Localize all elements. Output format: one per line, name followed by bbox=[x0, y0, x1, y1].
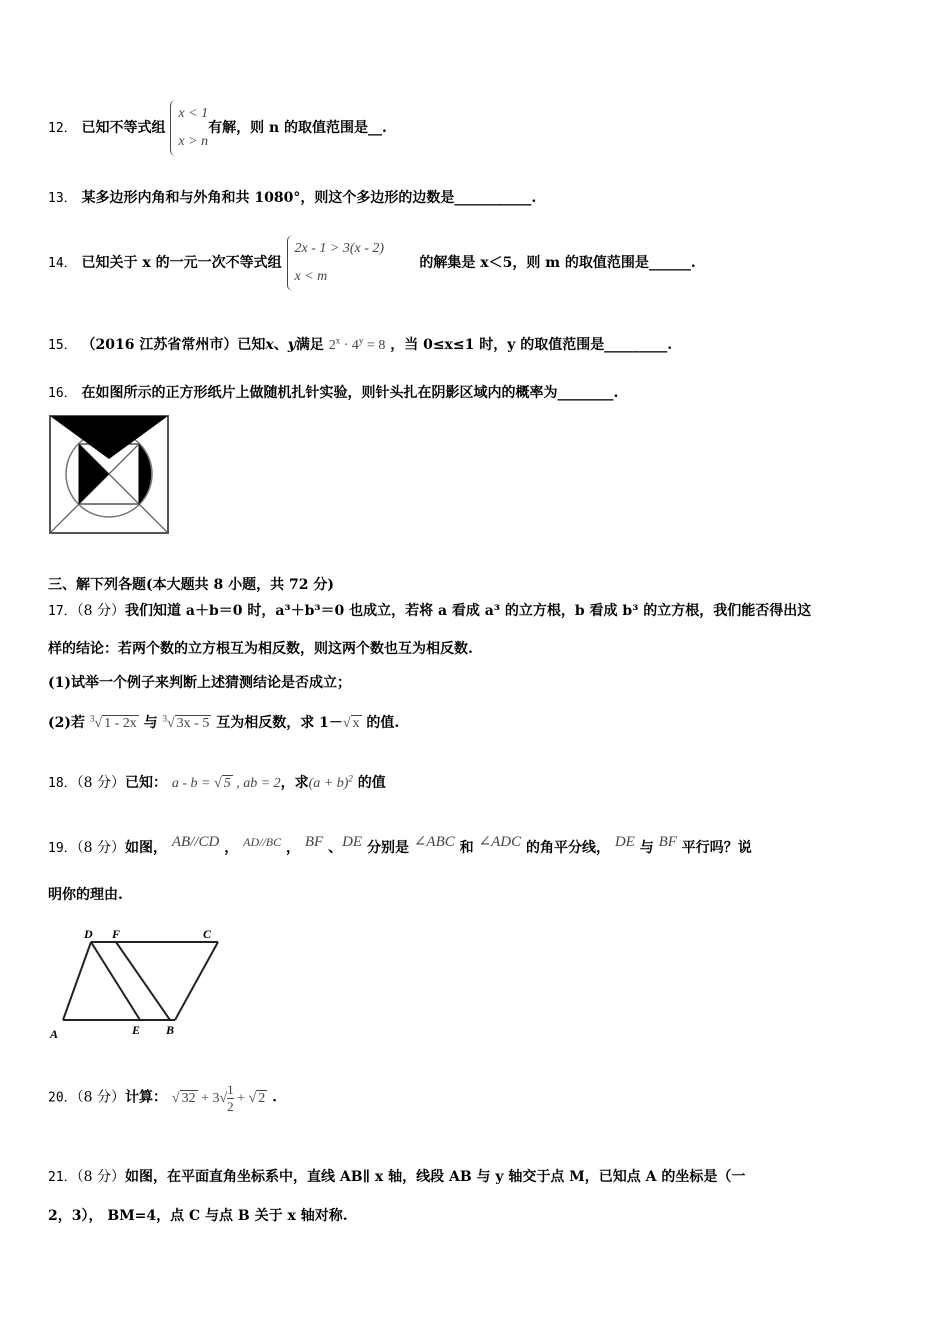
question-number: 20． bbox=[48, 1090, 77, 1106]
question-text: 的值 bbox=[357, 775, 386, 791]
question-number: 16． bbox=[48, 386, 77, 401]
question-score: （8 分） bbox=[76, 1169, 126, 1185]
exponent-equation: $2^x \cdot 4^y = 8$ bbox=[328, 335, 386, 353]
angle-adc: ∠ADC bbox=[478, 834, 522, 850]
question-text: 计算： bbox=[125, 1089, 168, 1106]
cube-root-2: $^3$√ 3x - 5 bbox=[162, 713, 210, 731]
question-16 bbox=[48, 382, 618, 402]
question-score: （8 分） bbox=[76, 603, 126, 619]
question-text: ，当 0≤x≤1 时，y 的取值范围是_________. bbox=[390, 337, 673, 353]
question-text: 已知： bbox=[125, 775, 168, 791]
question-text: 有解，则 n 的取值范围是__. bbox=[208, 120, 387, 136]
square-figure bbox=[48, 414, 172, 536]
question-number: 19． bbox=[48, 841, 77, 856]
segment-de-2: DE bbox=[614, 834, 635, 850]
question-text: 与 bbox=[639, 840, 654, 856]
separator: 、 bbox=[273, 337, 288, 353]
question-text: 的角平分线， bbox=[525, 840, 610, 856]
question-text: 已知关于 x 的一元一次不等式组 bbox=[81, 255, 282, 271]
inequality-line: 2x - 1 > 3(x - 2) bbox=[294, 241, 385, 256]
variable-y: y bbox=[287, 337, 296, 353]
label-a: A bbox=[50, 1027, 59, 1041]
question-text: 与 bbox=[143, 715, 158, 731]
condition-ab-cd: AB//CD bbox=[171, 834, 220, 850]
question-21-line2: 2，3）， BM=4，点 C 与点 B 关于 x 轴对称. bbox=[48, 1208, 348, 1224]
label-e: E bbox=[132, 1023, 141, 1037]
question-17-line2: 样的结论：若两个数的立方根互为相反数，则这两个数也互为相反数. bbox=[48, 641, 473, 657]
inequality-line: x < 1 bbox=[178, 106, 209, 121]
question-number: 18． bbox=[48, 776, 77, 791]
given-equations: a - b = √ 5 , ab = 2 bbox=[171, 776, 281, 791]
question-text: 已知不等式组 bbox=[81, 120, 166, 136]
question-text: （2016 江苏省常州市）已知 bbox=[81, 337, 266, 353]
equation-rhs: = 8 bbox=[366, 338, 386, 353]
question-17-part2 bbox=[48, 712, 399, 732]
question-text: 的值. bbox=[366, 715, 400, 731]
question-text: (2)若 bbox=[48, 715, 85, 731]
question-text: ，求 bbox=[280, 775, 309, 791]
question-number: 21． bbox=[48, 1170, 77, 1185]
question-17-part1: (1)试举一个例子来判断上述猜测结论是否成立； bbox=[48, 675, 351, 691]
question-14 bbox=[48, 235, 696, 291]
question-text: 平行吗？说 bbox=[681, 840, 752, 856]
expression-square: $(a + b)^2$ bbox=[308, 773, 353, 791]
section-heading: 三、解下列各题(本大题共 8 小题，共 72 分) bbox=[48, 577, 334, 593]
inequality-line: x > n bbox=[178, 134, 209, 149]
question-text: 满足 bbox=[295, 337, 324, 353]
question-13 bbox=[48, 187, 536, 207]
radical-expression: √ 32 + 3√ $\frac{1}{2}$ + √ 2 bbox=[171, 1082, 266, 1114]
question-number: 13． bbox=[48, 191, 77, 206]
cube-root-1: $^3$√ 1 - 2x bbox=[89, 713, 137, 731]
question-21 bbox=[48, 1166, 745, 1186]
question-score: （8 分） bbox=[76, 1089, 126, 1106]
question-text: 分别是 bbox=[366, 840, 409, 856]
label-b: B bbox=[166, 1023, 175, 1037]
sqrt-x: √ x bbox=[342, 716, 360, 731]
question-20: 20．（8 分）计算： √ 32 + 3√ $\frac{1}{2}$ + √ 2 . bbox=[48, 1082, 278, 1114]
question-12 bbox=[48, 100, 387, 156]
question-text: 某多边形内角和与外角和共 1080°，则这个多边形的边数是___________. bbox=[81, 190, 537, 206]
question-number: 14． bbox=[48, 256, 77, 271]
segment-bf-2: BF bbox=[658, 834, 677, 850]
question-19-line2: 明你的理由. bbox=[48, 887, 123, 903]
question-text: 如图， bbox=[125, 840, 168, 856]
segments-bf-de: BF bbox=[304, 834, 324, 850]
question-number: 12． bbox=[48, 121, 77, 136]
question-text: 在如图所示的正方形纸片上做随机扎针实验，则针头扎在阴影区域内的概率为________. bbox=[81, 385, 619, 401]
question-text: 和 bbox=[459, 840, 474, 856]
question-text: 的解集是 x＜5，则 m 的取值范围是______. bbox=[419, 255, 696, 271]
question-number: 15． bbox=[48, 338, 77, 353]
segment-de: DE bbox=[342, 834, 363, 850]
condition-ad-bc: AD//BC bbox=[243, 835, 282, 849]
variable-x: x bbox=[265, 337, 274, 353]
question-19: 19．（8 分）如图， AB//CD ， AD//BC ， BF 、DE 分别是 ∠ABC 和 ∠ADC 的角平分线， DE 与 BF 平行吗？说 bbox=[48, 834, 752, 856]
question-score: （8 分） bbox=[76, 840, 126, 856]
question-17 bbox=[48, 600, 811, 620]
question-text: 如图，在平面直角坐标系中，直线 AB∥ x 轴，线段 AB 与 y 轴交于点 M，已知点 A 的坐标是（一 bbox=[125, 1169, 746, 1185]
question-15 bbox=[48, 334, 672, 354]
label-f: F bbox=[112, 927, 121, 941]
question-number: 17． bbox=[48, 604, 77, 619]
parallelogram-figure bbox=[46, 924, 226, 1046]
label-d: D bbox=[84, 927, 93, 941]
question-18 bbox=[48, 772, 386, 792]
label-c: C bbox=[203, 927, 212, 941]
question-text: 我们知道 a＋b＝0 时，a³＋b³＝0 也成立，若将 a 看成 a³ 的立方根，b 看成 b³ 的立方根，我们能否得出这 bbox=[125, 603, 812, 619]
inequality-system bbox=[170, 100, 208, 156]
inequality-system bbox=[287, 235, 415, 291]
question-score: （8 分） bbox=[76, 775, 126, 791]
question-text: 互为相反数，求 1－ bbox=[216, 715, 343, 731]
inequality-line: x < m bbox=[294, 269, 328, 284]
angle-abc: ∠ABC bbox=[413, 834, 455, 850]
